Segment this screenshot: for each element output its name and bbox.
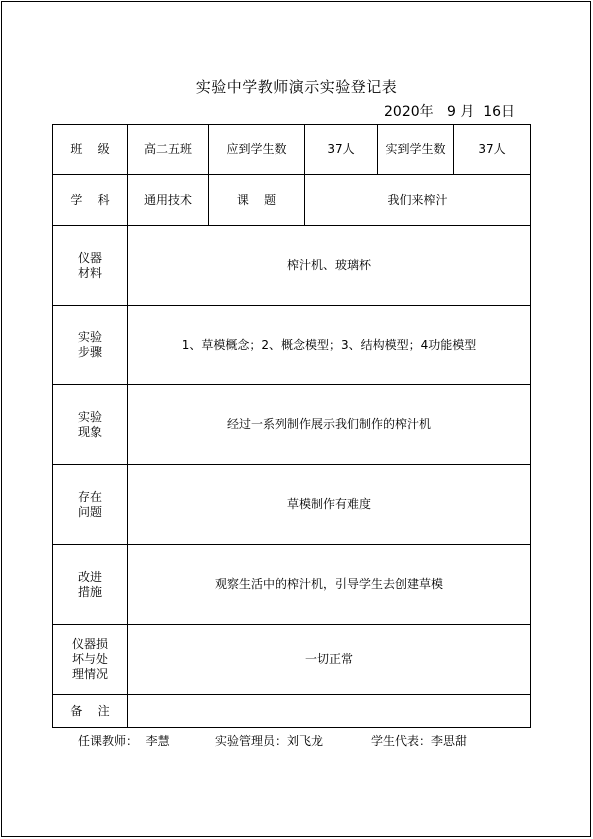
improvements-label: 改进 措施 [53, 545, 128, 625]
table-row [53, 695, 531, 728]
steps-label: 实验 步骤 [53, 306, 128, 385]
topic-value: 我们来榨汁 [305, 175, 531, 226]
form-title: 实验中学教师演示实验登记表 [195, 78, 398, 96]
phenomenon-label: 实验 现象 [53, 385, 128, 465]
damage-label: 仪器损 坏与处 理情况 [53, 625, 128, 695]
subject-value: 通用技术 [128, 175, 209, 226]
steps-value: 1、草模概念；2、概念模型；3、结构模型；4功能模型 [128, 306, 531, 385]
class-label: 班 级 [53, 125, 128, 175]
table-row [53, 625, 531, 695]
actual-students-label: 实到学生数 [378, 125, 454, 175]
phenomenon-value: 经过一系列制作展示我们制作的榨汁机 [128, 385, 531, 465]
table-row [53, 306, 531, 385]
teacher-signature: 任课教师： 李慧 [78, 734, 170, 748]
instruments-label: 仪器 材料 [53, 226, 128, 306]
student-rep-signature: 学生代表：李思甜 [371, 734, 468, 748]
table-row [53, 465, 531, 545]
instruments-value: 榨汁机、玻璃杯 [128, 226, 531, 306]
expected-students-value: 37人 [305, 125, 378, 175]
improvements-value: 观察生活中的榨汁机，引导学生去创建草模 [128, 545, 531, 625]
damage-value: 一切正常 [128, 625, 531, 695]
table-row [53, 385, 531, 465]
problems-value: 草模制作有难度 [128, 465, 531, 545]
topic-label: 课 题 [209, 175, 305, 226]
subject-label: 学 科 [53, 175, 128, 226]
table-row [53, 175, 531, 226]
table-row [53, 545, 531, 625]
remark-value [128, 695, 531, 728]
lab-manager-signature: 实验管理员：刘飞龙 [215, 734, 324, 748]
form-date: 2020年 9 月 16日 [384, 104, 516, 120]
table-row [53, 125, 531, 175]
expected-students-label: 应到学生数 [209, 125, 305, 175]
registration-table [52, 124, 531, 728]
actual-students-value: 37人 [454, 125, 531, 175]
table-row [53, 226, 531, 306]
problems-label: 存在 问题 [53, 465, 128, 545]
remark-label: 备 注 [53, 695, 128, 728]
class-value: 高二五班 [128, 125, 209, 175]
